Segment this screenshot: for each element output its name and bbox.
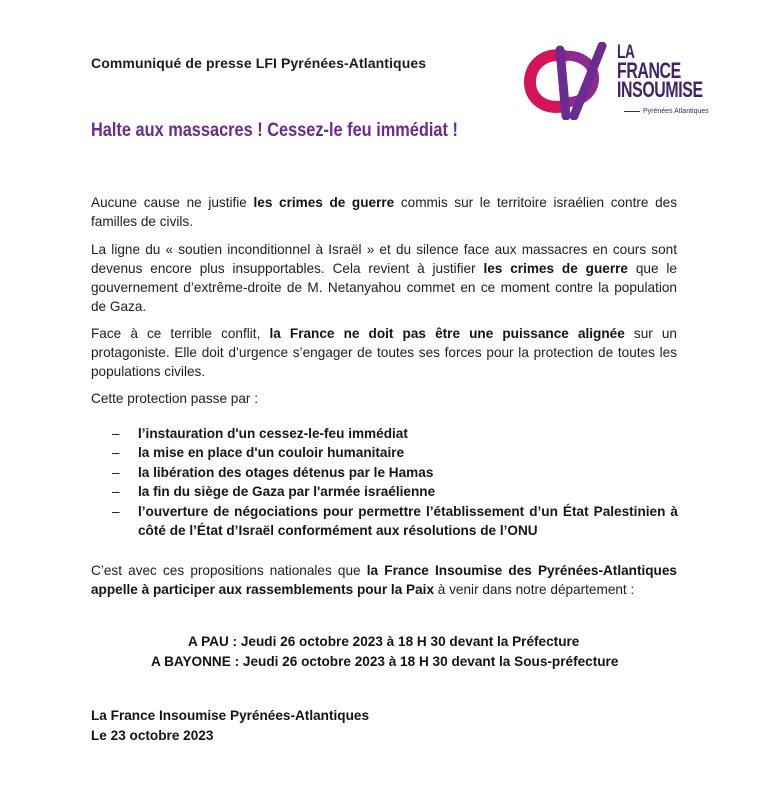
- dash-bullet-icon: –: [112, 445, 120, 461]
- paragraph-3: [91, 324, 677, 381]
- paragraph-1: [91, 193, 677, 231]
- p5-text-a: C’est avec ces propositions nationales que: [91, 563, 367, 578]
- list-item: [112, 502, 678, 541]
- press-release-label: Communiqué de presse LFI Pyrénées-Atlantiques: [91, 55, 427, 71]
- p1-text-a: Aucune cause ne justifie: [91, 195, 254, 210]
- headline: Halte aux massacres ! Cessez-le feu immédiat !: [91, 120, 458, 141]
- list-item: [112, 443, 678, 462]
- p4-text: Cette protection passe par :: [91, 391, 258, 406]
- event-pau: A PAU : Jeudi 26 octobre 2023 à 18 H 30 devant la Préfecture: [188, 634, 580, 649]
- list-item: [112, 482, 678, 501]
- list-item-text: la fin du siège de Gaza par l'armée israélienne: [138, 484, 436, 500]
- p2-text-c: que le gouvernement d’extrême-droite de M. Netanyahou commet en ce moment contre la population de Gaza.: [91, 261, 677, 314]
- logo-line-la: LA: [617, 42, 635, 63]
- dash-bullet-icon: –: [112, 484, 120, 500]
- dash-bullet-icon: –: [112, 464, 120, 480]
- event-bayonne: A BAYONNE : Jeudi 26 octobre 2023 à 18 H 30 devant la Sous-préfecture: [151, 654, 619, 669]
- signature-date: Le 23 octobre 2023: [91, 728, 214, 743]
- p5-text-c: à venir dans notre département :: [434, 582, 635, 597]
- p1-text-c: commis sur le territoire israélien contre des familles de civils.: [91, 195, 678, 229]
- p5-bold: la France Insoumise des Pyrénées-Atlantiques appelle à participer aux rassemblements pour la Paix: [91, 563, 677, 597]
- p1-bold: les crimes de guerre: [253, 195, 395, 210]
- signature-block: [91, 706, 369, 746]
- dash-bullet-icon: –: [112, 426, 120, 441]
- p3-bold: la France ne doit pas être une puissance alignée: [269, 326, 625, 341]
- paragraph-5: [91, 561, 677, 599]
- list-item-text: la mise en place d'un couloir humanitaire: [138, 445, 405, 461]
- list-item: [112, 424, 678, 443]
- paragraph-4: [91, 389, 677, 408]
- p2-text-a: La ligne du « soutien inconditionnel à Israël » et du silence face aux massacres en cours sont devenus encore plus insupportables. Cela revient à justifier: [91, 242, 677, 276]
- logo-line-france: FRANCE: [617, 58, 681, 83]
- lfi-phi-logo-icon: [524, 42, 616, 120]
- list-item-text: l’ouverture de négociations pour permettre l’établissement d’un État Palestinien à côté de l’État d’Israël conformément aux résolutions de l’ONU: [138, 503, 678, 539]
- logo-wordmark: [617, 42, 703, 102]
- list-item: [112, 463, 678, 482]
- lfi-logo: [524, 42, 714, 120]
- events-block: [91, 632, 677, 672]
- list-item-text: l’instauration d'un cessez-le-feu immédiat: [138, 426, 408, 441]
- paragraph-2: [91, 240, 677, 316]
- dash-bullet-icon: –: [112, 503, 120, 519]
- list-item-text: la libération des otages détenus par le Hamas: [138, 464, 434, 480]
- signature-org: La France Insoumise Pyrénées-Atlantiques: [91, 708, 370, 723]
- logo-subtitle: Pyrénées Atlantiques: [624, 108, 709, 115]
- demands-list: [112, 424, 678, 540]
- p2-bold: les crimes de guerre: [483, 261, 628, 276]
- p3-text-c: sur un protagoniste. Elle doit d’urgence s’engager de toutes ses forces pour la protection de toutes les populations civiles.: [91, 326, 677, 379]
- logo-line-insoumise: INSOUMISE: [617, 77, 703, 102]
- p3-text-a: Face à ce terrible conflit,: [91, 326, 270, 341]
